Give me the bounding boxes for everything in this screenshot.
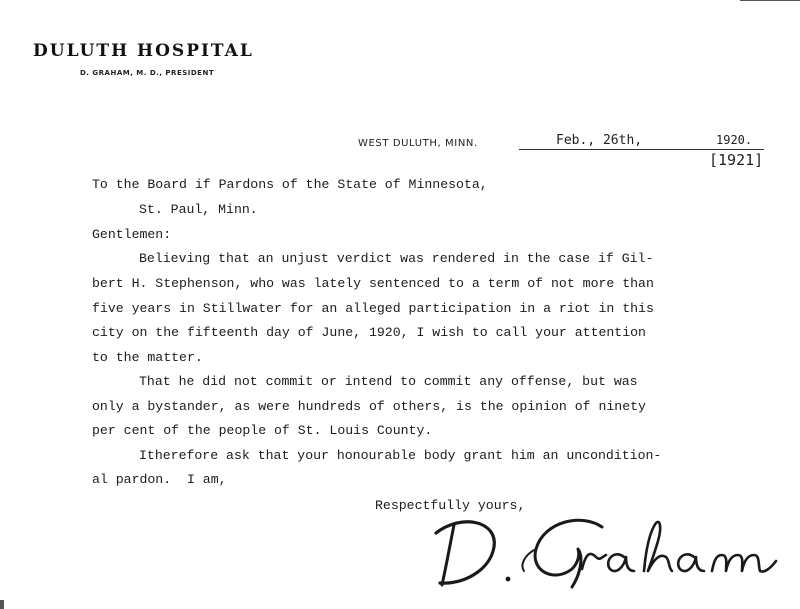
body-line: per cent of the people of St. Louis County. (92, 423, 433, 438)
recipient-city-line: St. Paul, Minn. (139, 202, 258, 217)
dateline-year: 1920. (716, 133, 753, 147)
body-line: That he did not commit or intend to commit any offense, but was (139, 374, 638, 389)
closing: Respectfully yours, (375, 498, 526, 513)
handwritten-signature (432, 505, 782, 593)
letterhead-president: D. GRAHAM, M. D., PRESIDENT (80, 69, 215, 77)
body-line: Itherefore ask that your honourable body grant him an uncondition- (139, 448, 662, 463)
dateline-rule (519, 149, 764, 150)
body-line: to the matter. (92, 350, 203, 365)
dateline-date: Feb., 26th, (556, 133, 643, 148)
scan-edge-artifact (740, 0, 800, 1)
scan-corner-artifact (0, 600, 4, 609)
body-line: bert H. Stephenson, who was lately sentenced to a term of not more than (92, 276, 654, 291)
body-line: Believing that an unjust verdict was rendered in the case if Gil- (139, 251, 654, 266)
body-line: al pardon. I am, (92, 472, 227, 487)
body-line: city on the fifteenth day of June, 1920, I wish to call your attention (92, 325, 646, 340)
recipient-line: To the Board if Pardons of the State of Minnesota, (92, 177, 488, 192)
letterhead-hospital-name: DULUTH HOSPITAL (33, 41, 254, 61)
body-line: five years in Stillwater for an alleged participation in a riot in this (92, 301, 654, 316)
dateline-place: WEST DULUTH, MINN. (358, 138, 478, 149)
body-line: only a bystander, as were hundreds of others, is the opinion of ninety (92, 399, 646, 414)
handwritten-year-correction: [1921] (709, 151, 764, 169)
salutation: Gentlemen: (92, 227, 172, 242)
